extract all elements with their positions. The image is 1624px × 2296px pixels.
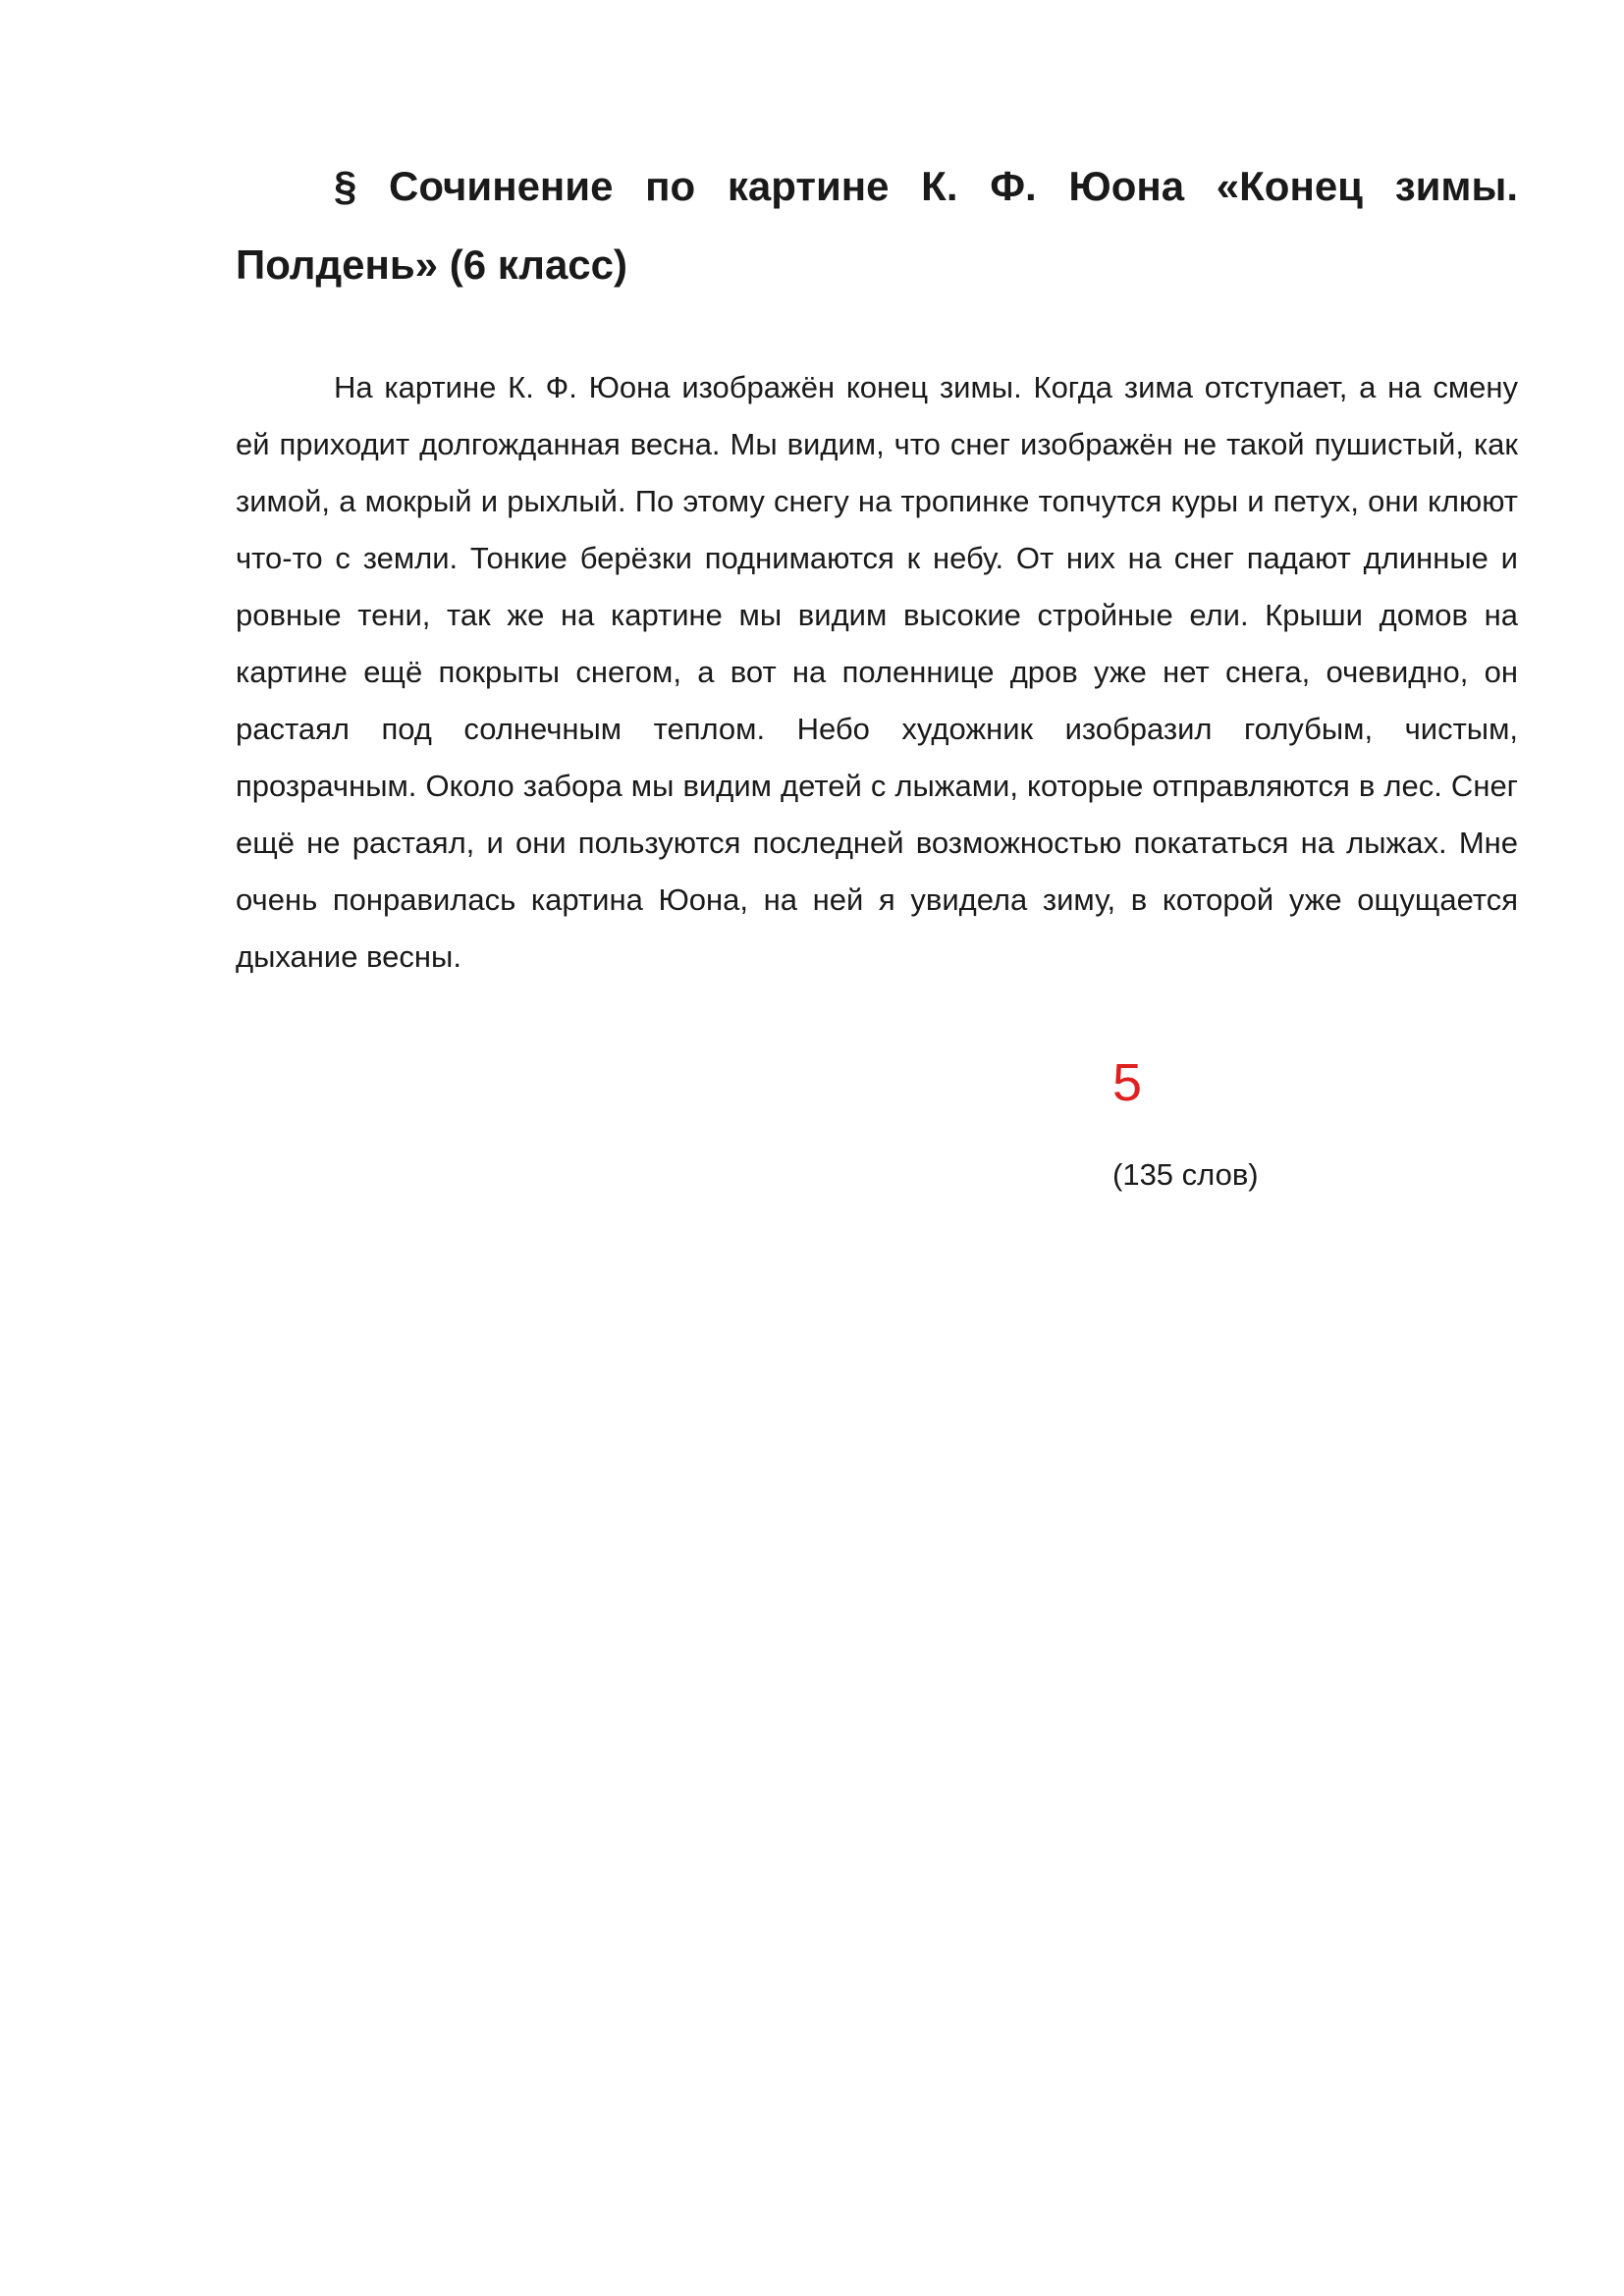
essay-title: § Сочинение по картине К. Ф. Юона «Конец зимы. Полдень» (6 класс) — [236, 163, 1518, 288]
document-content — [236, 147, 1518, 986]
word-count: (135 слов) — [1112, 1157, 1259, 1192]
grade-mark: 5 — [1112, 1053, 1143, 1112]
essay-body: На картине К. Ф. Юона изображён конец зимы. Когда зима отступает, а на смену ей приходит долгожданная весна. Мы видим, что снег изображён не такой пушистый, как зимой, а мокрый и рыхлый. По этому снегу на тропинке топчутся куры и петух, они клюют что-то с земли. Тонкие берёзки поднимаются к небу. От них на снег падают длинные и ровные тени, так же на картине мы видим высокие стройные ели. Крыши домов на картине ещё покрыты снегом, а вот на поленнице дров уже нет снега, очевидно, он растаял под солнечным теплом. Небо художник изобразил голубым, чистым, прозрачным. Около забора мы видим детей с лыжами, которые отправляются в лес. Снег ещё не растаял, и они пользуются последней возможностью покататься на лыжах. Мне очень понравилась картина Юона, на ней я увидела зиму, в которой уже ощущается дыхание весны. — [236, 370, 1518, 974]
